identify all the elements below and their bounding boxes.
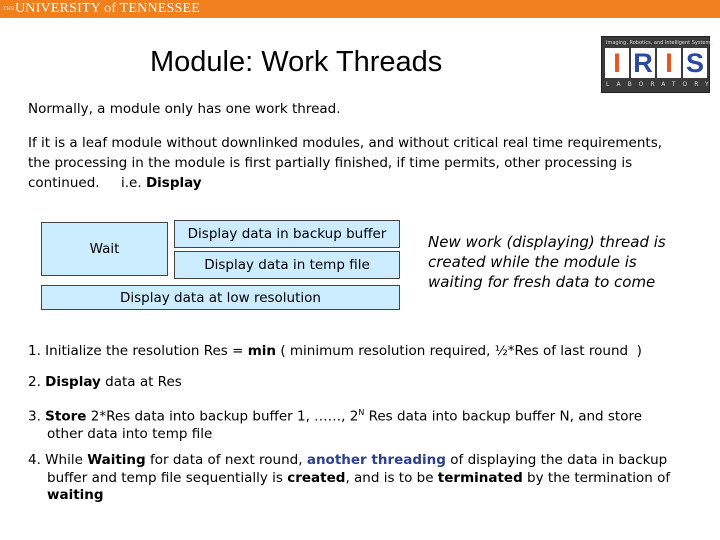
logo-letters [605,48,707,78]
logo-letter-r: R [631,48,655,78]
step-1-text: 1. Initialize the resolution Res = [28,343,248,359]
step-2-tail: data at Res [100,374,182,390]
intro-line-2: If it is a leaf module without downlinked modules, and without critical real time requirements, [28,135,663,151]
step-4-created: created [287,469,346,486]
backup-buffer-box: Display data in backup buffer [174,220,400,248]
temp-file-box: Display data in temp file [174,251,400,279]
university-the: THE [3,6,15,12]
step-4-line-2 [28,470,670,488]
step-4-line-2-text-2: , and is to be [345,469,438,486]
iris-lab-logo [601,36,716,93]
step-1 [28,343,642,361]
step-3-sup: N [358,408,365,417]
low-resolution-box: Display data at low resolution [41,285,400,310]
step-4 [28,452,670,505]
thread-note-line-1: New work (displaying) thread is [428,233,666,251]
intro-display-keyword: Display [145,175,202,191]
step-2-display: Display [45,374,101,390]
step-3-text: 2*Res data into backup buffer 1, ……, 2 [86,408,359,425]
logo-bottom-text: LABORATORY [606,81,716,88]
logo-top-text: Imaging, Robotics, and Intelligent Systems [606,40,713,46]
step-4-text-2: of displaying the data in backup [445,452,668,468]
intro-line-4-text: continued. i.e. [28,175,146,191]
step-1-min: min [247,343,277,359]
thread-note-line-3: waiting for fresh data to come [428,273,656,291]
thread-note-line-2: created while the module is [428,253,637,271]
step-3-num: 3. [28,408,46,425]
step-4-terminated: terminated [437,469,523,486]
step-4-waiting: Waiting [87,452,146,468]
top-banner [0,0,720,18]
step-2-num: 2. [28,374,46,390]
step-4-line-2-text: buffer and temp file sequentially is [47,469,288,486]
intro-line-4 [28,173,202,193]
step-4-another-threading: another threading [306,452,446,468]
step-4-waiting-end: waiting [47,487,104,503]
step-4-text: for data of next round, [145,452,307,468]
logo-letter-i1: I [605,48,629,78]
intro-line-3: the processing in the module is first partially finished, if time permits, other processing is [28,155,633,171]
intro-line-1: Normally, a module only has one work thread. [28,101,341,117]
step-4-line-3 [28,487,670,505]
wait-box: Wait [41,222,168,276]
step-4-line-2-text-3: by the termination of [522,469,671,486]
step-3-store: Store [45,408,87,425]
step-2 [28,374,182,392]
step-3-line-2: other data into temp file [47,426,213,442]
university-name: UNIVERSITY of TENNESSEE [15,1,201,16]
step-1-tail: ( minimum resolution required, ½*Res of last round ) [276,343,642,359]
step-3-text-2: Res data into backup buffer N, and store [364,408,643,425]
step-3 [28,404,642,444]
thread-note [428,232,666,292]
page-title: Module: Work Threads [150,46,443,78]
logo-letter-i2: I [657,48,681,78]
logo-letter-s: S [683,48,707,78]
step-4-num: 4. While [28,452,88,468]
